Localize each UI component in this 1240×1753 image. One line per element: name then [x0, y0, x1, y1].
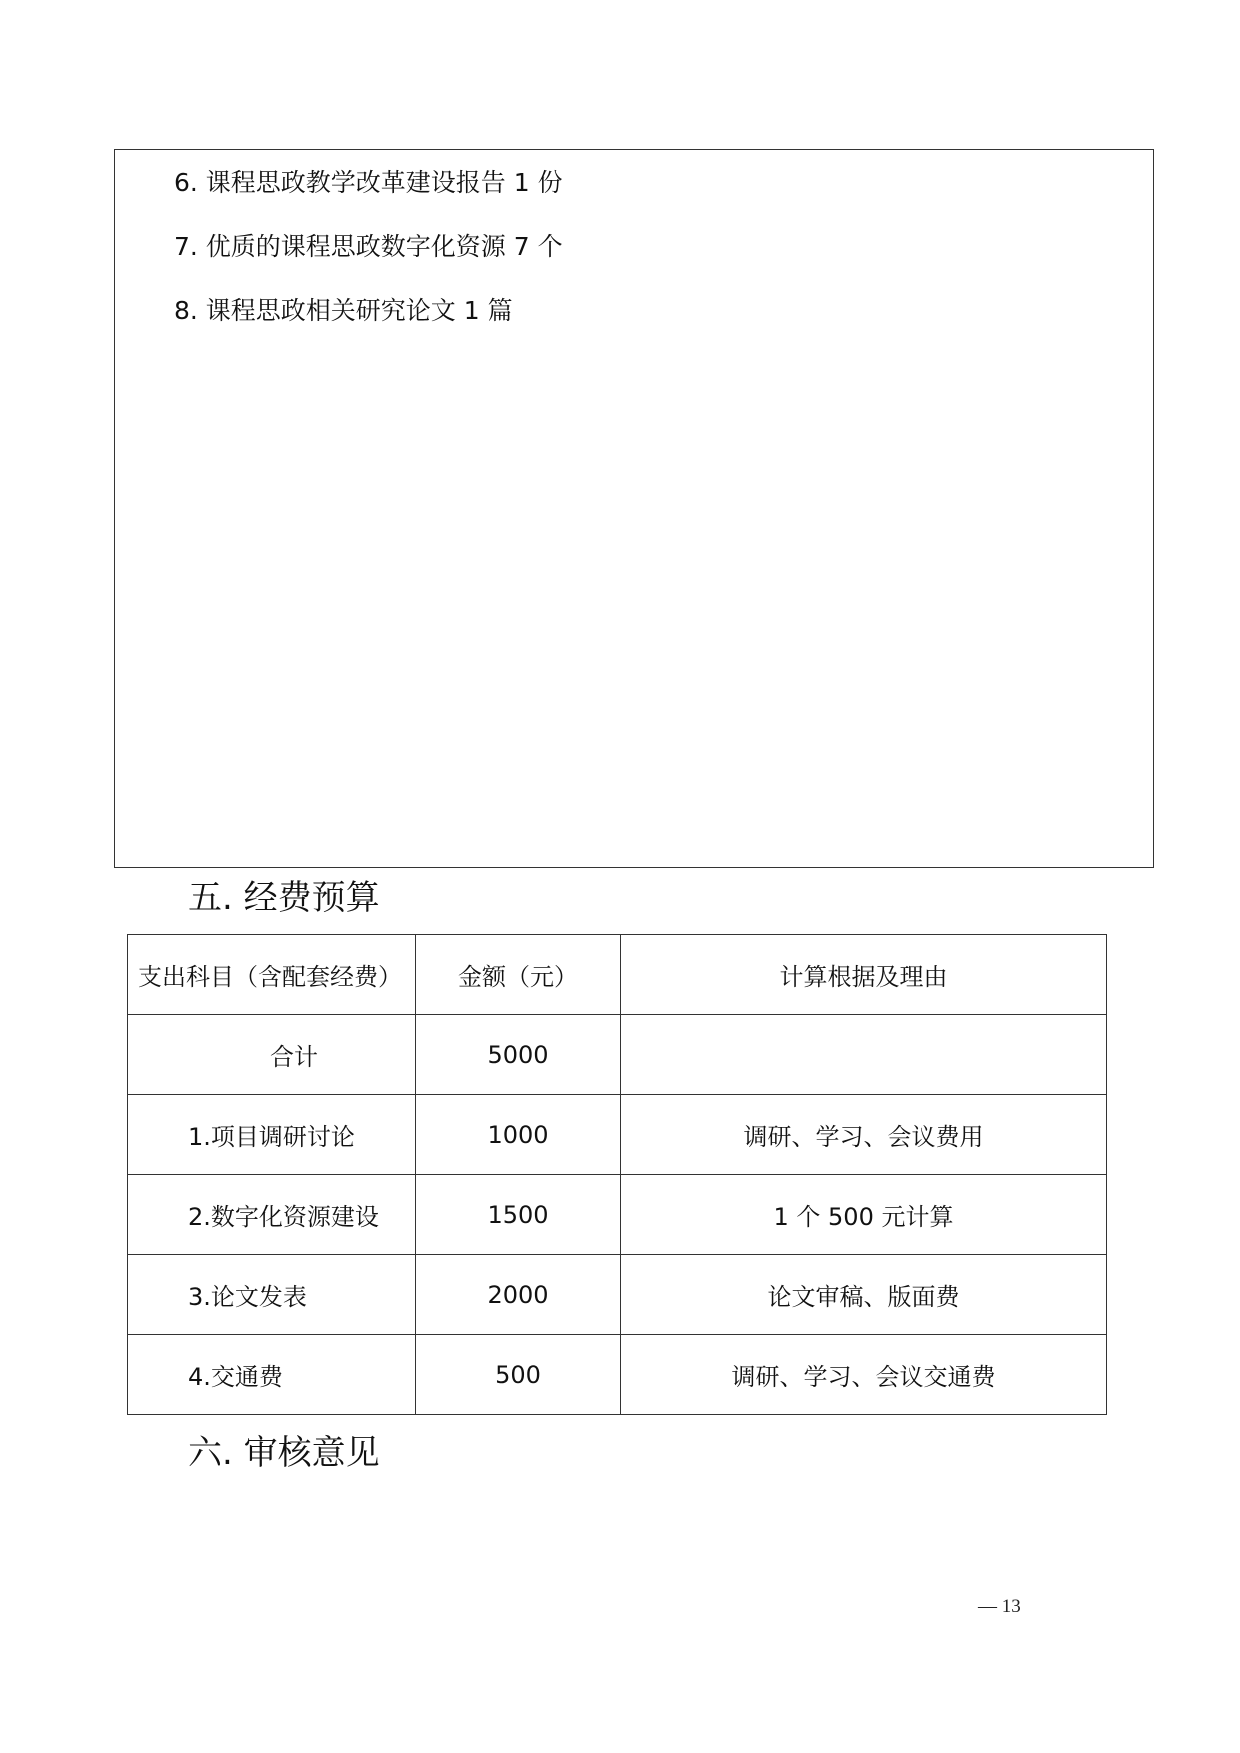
outcome-item: 8. 课程思政相关研究论文 1 篇: [174, 296, 513, 325]
total-reason: [621, 1015, 1107, 1095]
table-header-row: [128, 935, 1107, 1015]
header-cell-category: 支出科目（含配套经费）: [128, 935, 416, 1015]
outcome-item: 7. 优质的课程思政数字化资源 7 个: [174, 232, 563, 261]
page-number: — 13: [978, 1596, 1021, 1617]
row-label: 4.交通费: [128, 1335, 416, 1415]
table-row-total: [128, 1015, 1107, 1095]
row-reason: 论文审稿、版面费: [621, 1255, 1107, 1335]
table-row: [128, 1175, 1107, 1255]
row-amount: 1000: [416, 1095, 621, 1175]
row-label: 1.项目调研讨论: [128, 1095, 416, 1175]
row-reason: 调研、学习、会议费用: [621, 1095, 1107, 1175]
budget-section-title: 五. 经费预算: [188, 878, 380, 918]
row-label: 3.论文发表: [128, 1255, 416, 1335]
row-label: 2.数字化资源建设: [128, 1175, 416, 1255]
table-row: [128, 1335, 1107, 1415]
review-section-title: 六. 审核意见: [188, 1433, 380, 1473]
total-label: 合计: [128, 1015, 416, 1095]
row-amount: 500: [416, 1335, 621, 1415]
row-reason: 调研、学习、会议交通费: [621, 1335, 1107, 1415]
table-row: [128, 1095, 1107, 1175]
header-cell-reason: 计算根据及理由: [621, 935, 1107, 1015]
total-amount: 5000: [416, 1015, 621, 1095]
table-row: [128, 1255, 1107, 1335]
row-amount: 1500: [416, 1175, 621, 1255]
outcome-item: 6. 课程思政教学改革建设报告 1 份: [174, 168, 563, 197]
row-amount: 2000: [416, 1255, 621, 1335]
header-cell-amount: 金额（元）: [416, 935, 621, 1015]
budget-table: [127, 934, 1107, 1415]
row-reason: 1 个 500 元计算: [621, 1175, 1107, 1255]
